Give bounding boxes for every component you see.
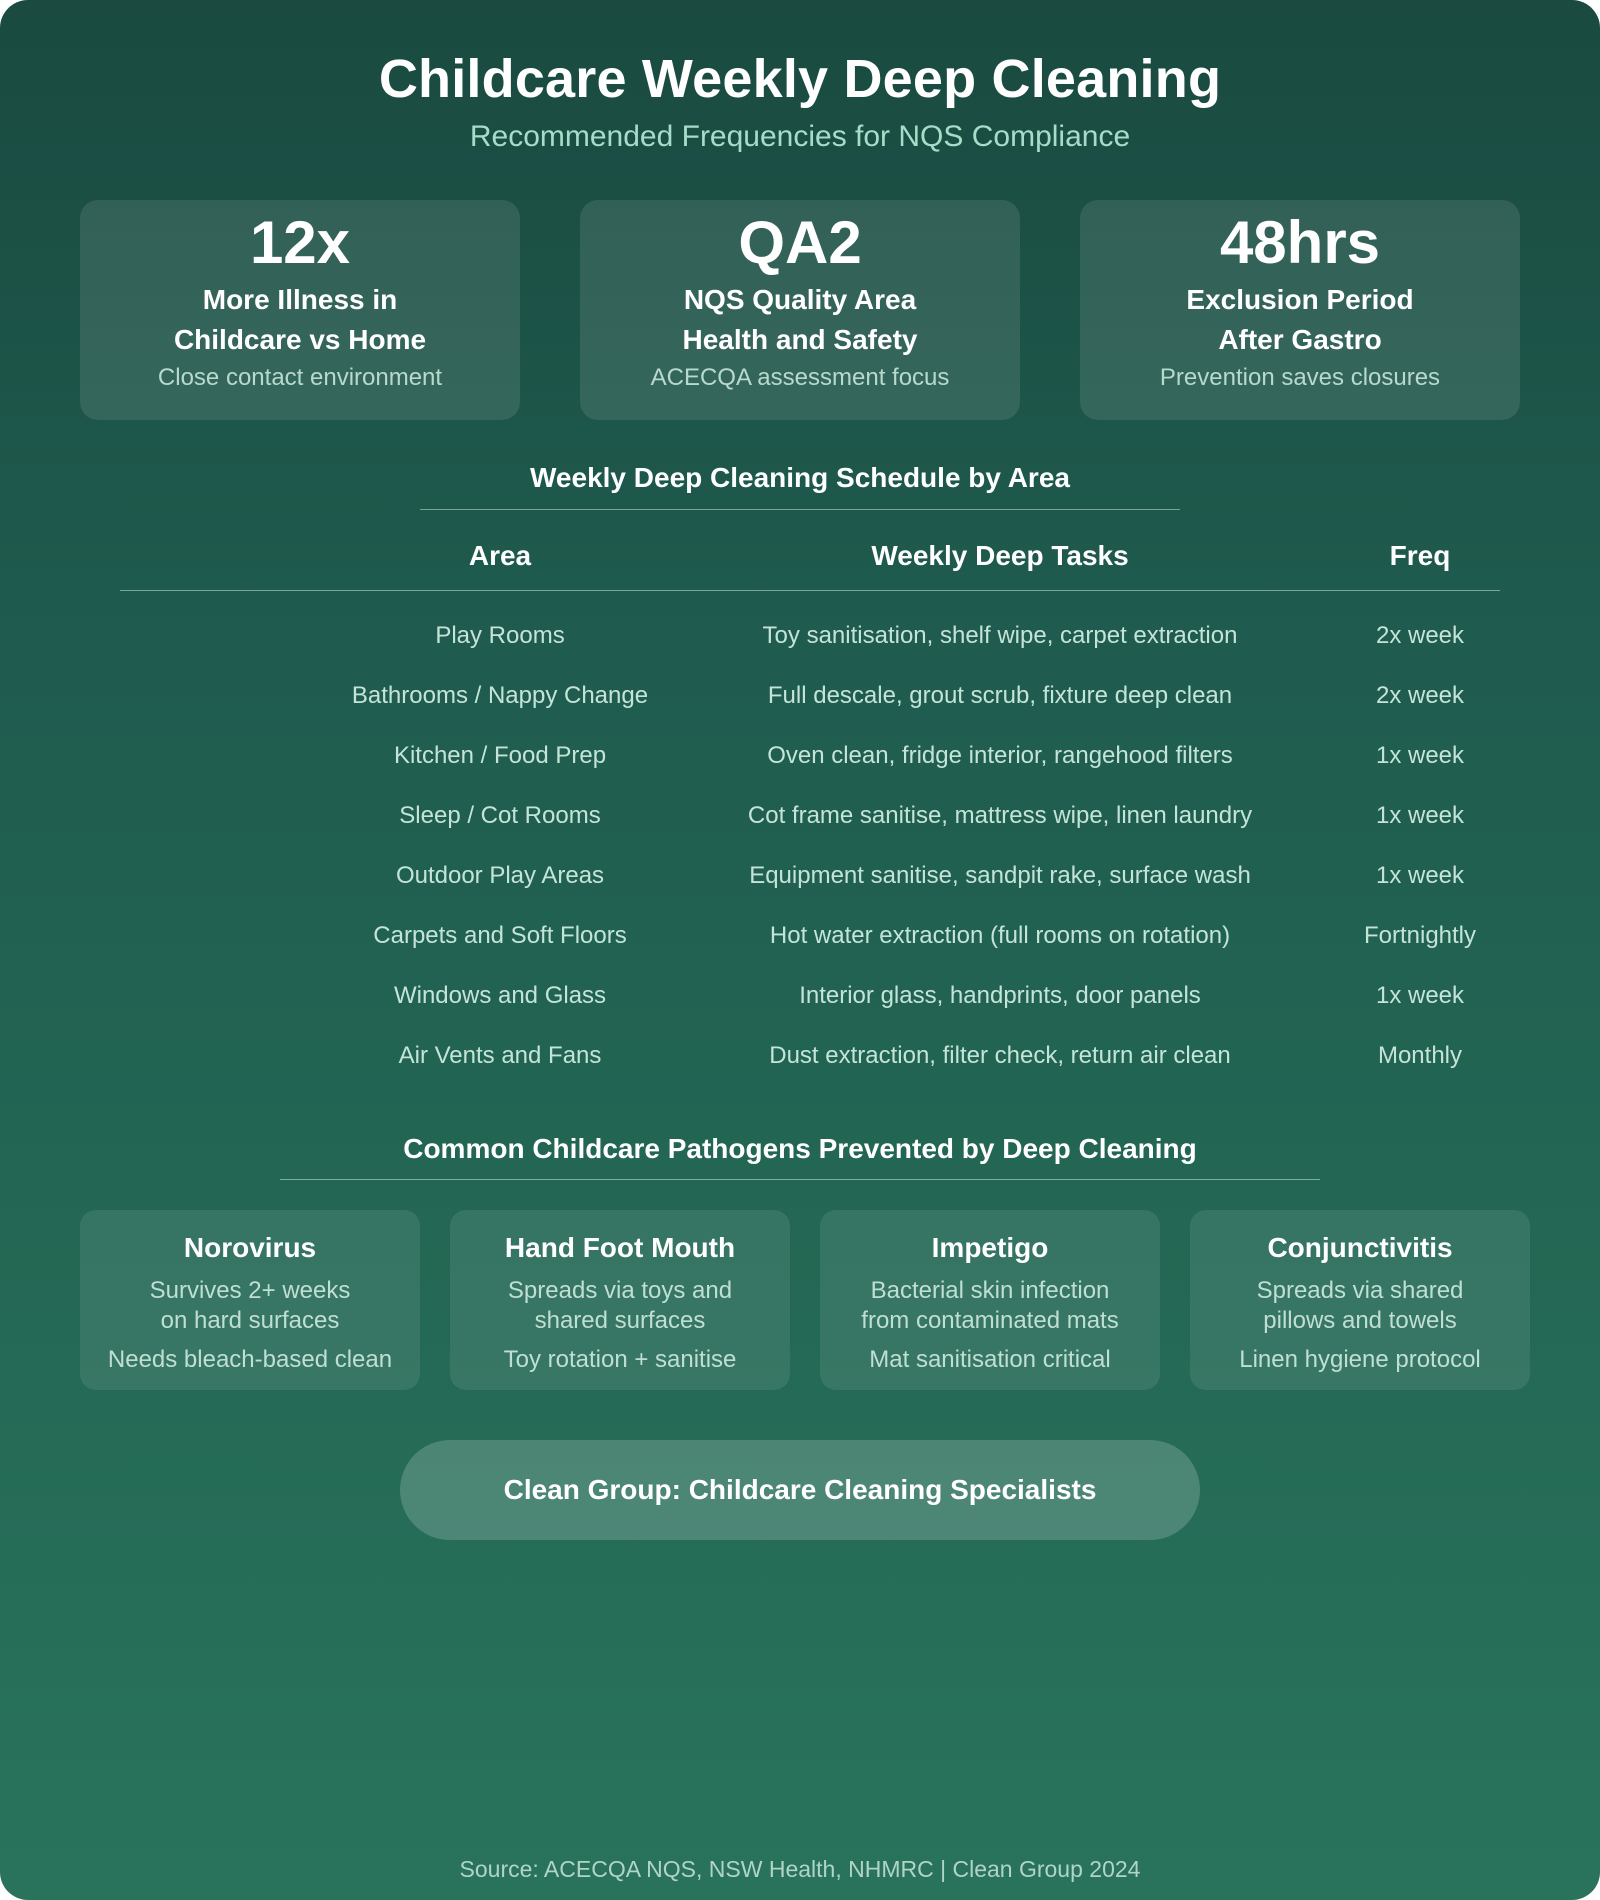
cell-area: Outdoor Play Areas [395,862,605,889]
cell-tasks: Hot water extraction (full rooms on rotation) [769,922,1231,949]
table-header-divider [120,590,1500,591]
pathogen-card-hand-foot-mouth [450,1210,790,1390]
stat-value: 48hrs [1219,209,1381,276]
cell-area: Kitchen / Food Prep [393,742,607,769]
column-header-tasks: Weekly Deep Tasks [871,540,1129,571]
table-row [0,620,1600,680]
pathogen-note: Linen hygiene protocol [1239,1346,1481,1373]
cell-tasks: Dust extraction, filter check, return air clean [769,1042,1231,1069]
cell-area: Carpets and Soft Floors [373,922,627,949]
table-row [0,860,1600,920]
table-row [0,980,1600,1040]
cell-freq: 2x week [1375,622,1465,649]
cell-tasks: Toy sanitisation, shelf wipe, carpet extraction [762,622,1238,649]
table-row [0,920,1600,980]
pathogen-card-impetigo [820,1210,1160,1390]
table-row [0,800,1600,860]
pathogen-name: Impetigo [931,1232,1049,1263]
cell-tasks: Full descale, grout scrub, fixture deep clean [767,682,1233,709]
stat-label: More Illness in Childcare vs Home [173,284,427,355]
pathogen-description: Bacterial skin infection from contaminated mats [861,1277,1119,1334]
pathogen-card-norovirus [80,1210,420,1390]
pathogen-note: Needs bleach-based clean [107,1346,393,1373]
schedule-title-divider [420,509,1180,510]
cta-button[interactable]: Clean Group: Childcare Cleaning Specialists [400,1440,1200,1540]
stat-label: Exclusion Period After Gastro [1186,284,1414,355]
cell-tasks: Cot frame sanitise, mattress wipe, linen laundry [747,802,1253,829]
pathogen-card-conjunctivitis [1190,1210,1530,1390]
pathogen-name: Hand Foot Mouth [504,1232,736,1263]
stat-value: QA2 [738,209,862,276]
pathogen-description: Survives 2+ weeks on hard surfaces [149,1277,351,1334]
cell-area: Bathrooms / Nappy Change [351,682,649,709]
stat-note: ACECQA assessment focus [650,364,950,391]
pathogens-title-divider [280,1179,1320,1180]
cell-tasks: Oven clean, fridge interior, rangehood filters [767,742,1233,769]
stats-row [80,200,1520,420]
stat-value: 12x [249,209,351,276]
cell-tasks: Interior glass, handprints, door panels [799,982,1201,1009]
cell-freq: 1x week [1375,802,1465,829]
source-footer: Source: ACECQA NQS, NSW Health, NHMRC | Clean Group 2024 [459,1856,1141,1882]
cell-freq: 1x week [1375,982,1465,1009]
stat-card-exclusion [1080,200,1520,420]
table-row [0,1040,1600,1100]
cell-freq: 1x week [1375,862,1465,889]
cell-freq: Fortnightly [1363,922,1477,949]
table-row [0,740,1600,800]
pathogen-note: Mat sanitisation critical [869,1346,1111,1373]
cell-freq: 2x week [1375,682,1465,709]
pathogen-note: Toy rotation + sanitise [503,1346,737,1373]
cell-area: Sleep / Cot Rooms [399,802,601,829]
column-header-area: Area [468,540,532,571]
column-header-freq: Freq [1389,540,1451,571]
pathogens-title: Common Childcare Pathogens Prevented by Deep Cleaning [403,1133,1197,1164]
table-row [0,680,1600,740]
pathogen-description: Spreads via shared pillows and towels [1256,1277,1464,1334]
cell-area: Play Rooms [435,622,565,649]
pathogen-name: Norovirus [183,1232,317,1263]
pathogen-description: Spreads via toys and shared surfaces [507,1277,733,1334]
cell-freq: Monthly [1377,1042,1463,1069]
stat-card-illness [80,200,520,420]
stat-note: Prevention saves closures [1159,364,1441,391]
stat-card-quality-area [580,200,1020,420]
cell-area: Windows and Glass [393,982,607,1009]
page-subtitle: Recommended Frequencies for NQS Compliance [469,120,1131,153]
pathogen-name: Conjunctivitis [1267,1232,1453,1263]
cell-area: Air Vents and Fans [398,1042,602,1069]
stat-label: NQS Quality Area Health and Safety [682,284,918,355]
cell-freq: 1x week [1375,742,1465,769]
schedule-title: Weekly Deep Cleaning Schedule by Area [530,462,1070,493]
page-title: Childcare Weekly Deep Cleaning [378,49,1222,109]
cell-tasks: Equipment sanitise, sandpit rake, surface wash [749,862,1251,889]
stat-note: Close contact environment [157,364,443,391]
